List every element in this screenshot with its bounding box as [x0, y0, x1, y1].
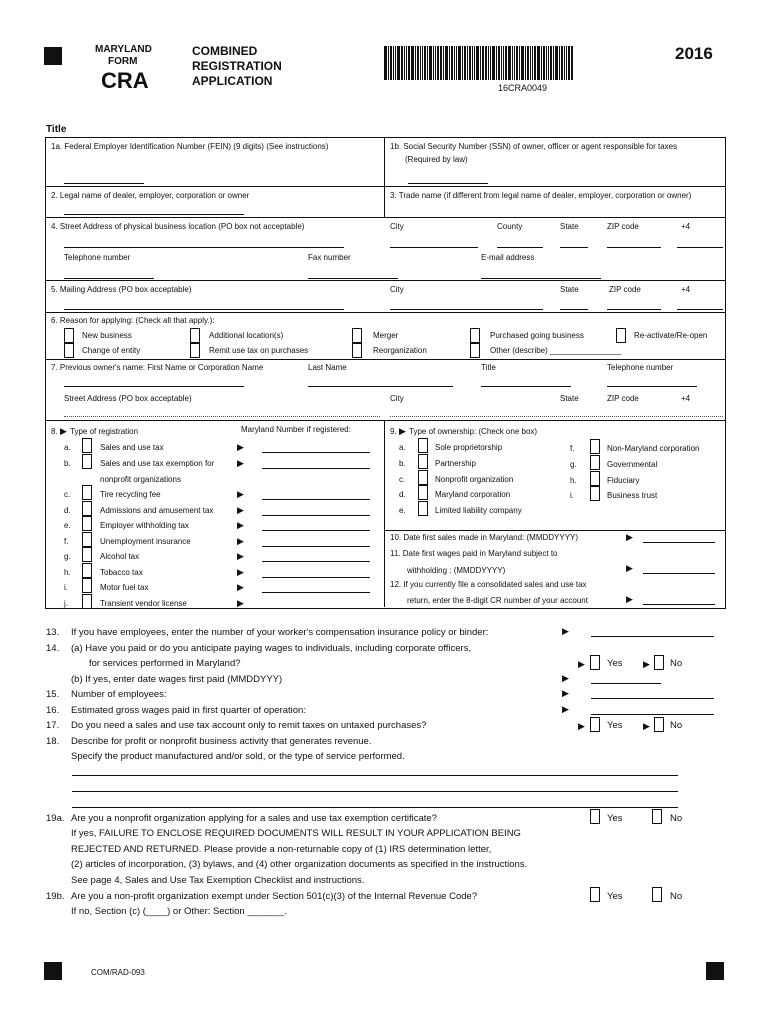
field-6-label: 6. Reason for applying: (Check all that apply.):: [51, 316, 215, 325]
ownership-checkbox[interactable]: [418, 454, 428, 469]
prev-owner-plus4-label: +4: [681, 394, 691, 403]
form-code-footer: COM/RAD-093: [91, 968, 145, 977]
reason-additional-locations: Additional location(s): [209, 331, 284, 340]
plus4-input[interactable]: [677, 247, 723, 248]
arrow-icon: ▶: [562, 673, 569, 683]
prev-owner-last-input[interactable]: [308, 386, 453, 387]
q14-no-label: No: [670, 658, 683, 669]
arrow-icon: ▶: [237, 582, 244, 592]
q19b-number: 19b.: [46, 891, 65, 902]
street-address-input[interactable]: [64, 247, 344, 248]
arrow-icon: ▶: [237, 567, 244, 577]
field-4-label: 4. Street Address of physical business location (PO box not acceptable): [51, 222, 305, 231]
reg-type-checkbox[interactable]: [82, 547, 92, 562]
mailing-zip-input[interactable]: [607, 309, 661, 310]
md-number-input[interactable]: [262, 577, 370, 578]
field-7-title: Title: [481, 363, 496, 372]
reg-type-label: Admissions and amusement tax: [100, 506, 214, 515]
wages-first-paid-input[interactable]: [591, 683, 661, 684]
reg-type-letter: b.: [64, 459, 71, 468]
reg-type-label: Transient vendor license: [100, 599, 187, 608]
field-9-number: 9.: [390, 427, 397, 436]
reg-type-checkbox[interactable]: [82, 501, 92, 516]
ownership-letter: e.: [399, 506, 406, 515]
q16-text: Estimated gross wages paid in first quarter of operation:: [71, 705, 306, 716]
q14-number: 14.: [46, 643, 60, 654]
checkbox-change-entity[interactable]: [64, 343, 74, 358]
reg-type-checkbox[interactable]: [82, 532, 92, 547]
gross-wages-input[interactable]: [591, 714, 714, 715]
ssn-input[interactable]: [408, 183, 488, 184]
telephone-label: Telephone number: [64, 253, 131, 262]
q19a-line-4: See page 4, Sales and Use Tax Exemption Checklist and instructions.: [71, 875, 365, 886]
ownership-checkbox[interactable]: [418, 501, 428, 516]
mailing-state-input[interactable]: [560, 309, 588, 310]
telephone-input[interactable]: [64, 278, 154, 279]
ownership-letter: g.: [570, 460, 577, 469]
reg-type-checkbox[interactable]: [82, 594, 92, 609]
field-5-zip-label: ZIP code: [609, 285, 641, 294]
arrow-icon: ▶: [562, 704, 569, 714]
q19a-no-checkbox[interactable]: [652, 809, 662, 824]
md-number-input[interactable]: [262, 452, 370, 453]
first-sales-date-input[interactable]: [643, 542, 715, 543]
q17-no-checkbox[interactable]: [654, 717, 664, 732]
arrow-icon: ▶: [643, 659, 650, 669]
arrow-icon: ▶: [237, 551, 244, 561]
field-9-label: Type of ownership: (Check one box): [409, 427, 538, 436]
field-2-label: 2. Legal name of dealer, employer, corporation or owner: [51, 191, 250, 200]
ownership-letter: h.: [570, 476, 577, 485]
mailing-city-input[interactable]: [390, 309, 543, 310]
field-10-label: 10. Date first sales made in Maryland: (MMDDYYYY): [390, 533, 579, 542]
reg-type-letter: h.: [64, 568, 71, 577]
q14a-text: (a) Have you paid or do you anticipate paying wages to individuals, including corporate officers,: [71, 643, 472, 654]
arrow-icon: ▶: [562, 688, 569, 698]
field-12-label-2: return, enter the 8-digit CR number of your account: [407, 596, 588, 605]
checkbox-reactivate[interactable]: [616, 328, 626, 343]
reg-type-checkbox[interactable]: [82, 578, 92, 593]
registration-mark-bottom-left: [44, 962, 62, 980]
reg-type-label: nonprofit organizations: [100, 475, 181, 484]
reg-type-label: Unemployment insurance: [100, 537, 191, 546]
q15-text: Number of employees:: [71, 689, 167, 700]
checkbox-other[interactable]: [470, 343, 480, 358]
barcode-image: [384, 44, 652, 80]
barcode-text: 16CRA0049: [498, 83, 548, 93]
md-number-input[interactable]: [262, 468, 370, 469]
prev-owner-state-label: State: [560, 394, 579, 403]
q19b-yes-checkbox[interactable]: [590, 887, 600, 902]
field-11-label-1: 11. Date first wages paid in Maryland subject to: [390, 549, 558, 558]
reg-type-checkbox[interactable]: [82, 454, 92, 469]
q19b-no-checkbox[interactable]: [652, 887, 662, 902]
title-line3: APPLICATION: [192, 74, 273, 88]
arrow-icon: ▶: [578, 721, 585, 731]
reg-type-checkbox[interactable]: [82, 438, 92, 453]
reason-purchased-going: Purchased going business: [490, 331, 584, 340]
workers-comp-input[interactable]: [591, 636, 714, 637]
arrow-icon: ▶: [237, 505, 244, 515]
prev-owner-zip-label: ZIP code: [607, 394, 639, 403]
arrow-icon: ▶: [562, 626, 569, 636]
q17-number: 17.: [46, 720, 60, 731]
arrow-icon: ▶: [643, 721, 650, 731]
legal-name-input[interactable]: [64, 214, 244, 215]
q14-yes-label: Yes: [607, 658, 623, 669]
arrow-icon: ▶: [237, 520, 244, 530]
ownership-checkbox[interactable]: [418, 470, 428, 485]
mailing-plus4-input[interactable]: [677, 309, 723, 310]
form-word: FORM: [108, 56, 138, 67]
ownership-label: Business trust: [607, 491, 658, 500]
q17-yes-checkbox[interactable]: [590, 717, 600, 732]
q19b-line-1[interactable]: If no, Section (c) (____) or Other: Section _______.: [71, 906, 287, 917]
checkbox-additional-locations[interactable]: [190, 328, 200, 343]
q19a-line-3: (2) articles of incorporation, (3) bylaws, and (4) other organization documents as specified in the instructions.: [71, 859, 528, 870]
reg-type-checkbox[interactable]: [82, 485, 92, 500]
arrow-icon: ▶: [578, 659, 585, 669]
field-4-zip-label: ZIP code: [607, 222, 639, 231]
arrow-icon: ▶: [399, 426, 406, 436]
field-8-number: 8.: [51, 427, 58, 436]
form-code: CRA: [101, 68, 149, 93]
md-number-input[interactable]: [262, 499, 370, 500]
ownership-label: Limited liability company: [435, 506, 522, 515]
q19a-line-1: If yes, FAILURE TO ENCLOSE REQUIRED DOCUMENTS WILL RESULT IN YOUR APPLICATION BEING: [71, 828, 521, 839]
field-12-label-1: 12. If you currently file a consolidated sales and use tax: [390, 580, 587, 589]
reg-type-checkbox[interactable]: [82, 516, 92, 531]
ownership-checkbox[interactable]: [590, 471, 600, 486]
field-1a-label: 1a. Federal Employer Identification Number (FEIN) (9 digits) (See instructions): [51, 142, 329, 151]
arrow-icon: ▶: [626, 532, 633, 542]
q14a-text-2: for services performed in Maryland?: [89, 658, 241, 669]
ownership-letter: d.: [399, 490, 406, 499]
cr-number-input[interactable]: [643, 604, 715, 605]
prev-owner-city-label: City: [390, 394, 404, 403]
reg-type-letter: f.: [64, 537, 69, 546]
q17-text: Do you need a sales and use tax account only to remit taxes on untaxed purchases?: [71, 720, 427, 731]
ownership-checkbox[interactable]: [590, 486, 600, 501]
md-number-input[interactable]: [262, 608, 370, 609]
field-7-last-name: Last Name: [308, 363, 347, 372]
ownership-checkbox[interactable]: [590, 455, 600, 470]
ownership-checkbox[interactable]: [418, 485, 428, 500]
arrow-icon: ▶: [237, 458, 244, 468]
ownership-label: Non-Maryland corporation: [607, 444, 700, 453]
mailing-address-input[interactable]: [64, 309, 344, 310]
title-line2: REGISTRATION: [192, 59, 282, 73]
field-4-county-label: County: [497, 222, 523, 231]
reg-type-letter: d.: [64, 506, 71, 515]
registration-mark-top-left: [44, 47, 62, 65]
title-line1: COMBINED: [192, 44, 258, 58]
checkbox-remit-use-tax[interactable]: [190, 343, 200, 358]
reason-remit-use-tax: Remit use tax on purchases: [209, 346, 309, 355]
reg-type-label: Employer withholding tax: [100, 521, 189, 530]
q16-number: 16.: [46, 705, 60, 716]
q13-number: 13.: [46, 627, 60, 638]
reg-type-label: Tobacco tax: [100, 568, 143, 577]
reg-type-letter: g.: [64, 552, 71, 561]
q18-number: 18.: [46, 736, 60, 747]
reg-type-label: Motor fuel tax: [100, 583, 149, 592]
q17-yes-label: Yes: [607, 720, 623, 731]
q19b-text: Are you a non-profit organization exempt under Section 501(c)(3) of the Internal Revenue Code?: [71, 891, 478, 902]
reg-type-letter: c.: [64, 490, 71, 499]
q18-text: Describe for profit or nonprofit business activity that generates revenue.: [71, 736, 372, 747]
reason-reorganization: Reorganization: [373, 346, 427, 355]
reg-type-label: Sales and use tax: [100, 443, 164, 452]
activity-line-1[interactable]: [72, 775, 678, 776]
field-4-city-label: City: [390, 222, 404, 231]
field-5-plus4-label: +4: [681, 285, 691, 294]
field-3-label: 3. Trade name (if different from legal name of dealer, employer, corporation or owner): [390, 191, 692, 200]
q17-no-label: No: [670, 720, 683, 731]
md-number-label: Maryland Number if registered:: [241, 425, 351, 434]
q15-number: 15.: [46, 689, 60, 700]
email-label: E-mail address: [481, 253, 535, 262]
county-input[interactable]: [497, 247, 543, 248]
reg-type-letter: a.: [64, 443, 71, 452]
ownership-letter: f.: [570, 444, 575, 453]
form-year: 2016: [675, 44, 713, 63]
activity-line-2[interactable]: [72, 791, 678, 792]
prev-owner-first-input[interactable]: [64, 386, 244, 387]
ownership-letter: i.: [570, 491, 574, 500]
q19a-no-label: No: [670, 813, 683, 824]
checkbox-purchased-going[interactable]: [470, 328, 480, 343]
zip-input[interactable]: [607, 247, 661, 248]
fein-input[interactable]: [64, 183, 144, 184]
q14-yes-checkbox[interactable]: [590, 655, 600, 670]
ownership-label: Maryland corporation: [435, 490, 511, 499]
first-wages-date-input[interactable]: [643, 573, 715, 574]
reason-reactivate: Re-activate/Re-open: [634, 331, 708, 340]
prev-owner-street-label: Street Address (PO box acceptable): [64, 394, 192, 403]
prev-owner-phone-input[interactable]: [607, 386, 697, 387]
email-input[interactable]: [481, 278, 601, 279]
ownership-letter: c.: [399, 475, 406, 484]
field-4-plus4-label: +4: [681, 222, 691, 231]
field-5-state-label: State: [560, 285, 579, 294]
arrow-icon: ▶: [626, 594, 633, 604]
reg-type-label: Sales and use tax exemption for: [100, 459, 215, 468]
field-5-label: 5. Mailing Address (PO box acceptable): [51, 285, 192, 294]
fax-input[interactable]: [308, 278, 398, 279]
q19b-no-label: No: [670, 891, 683, 902]
q19a-line-2: REJECTED AND RETURNED. Please provide a non-returnable copy of (1) IRS determination letter,: [71, 844, 492, 855]
registration-mark-bottom-right: [706, 962, 724, 980]
field-7-label: 7. Previous owner's name: First Name or Corporation Name: [51, 363, 264, 372]
ownership-letter: b.: [399, 459, 406, 468]
reg-type-checkbox[interactable]: [82, 563, 92, 578]
reason-new-business: New business: [82, 331, 132, 340]
q19a-number: 19a.: [46, 813, 65, 824]
prev-owner-title-input[interactable]: [481, 386, 571, 387]
reg-type-label: Tire recycling fee: [100, 490, 161, 499]
md-number-input[interactable]: [262, 592, 370, 593]
reason-merger: Merger: [373, 331, 399, 340]
checkbox-reorganization[interactable]: [352, 343, 362, 358]
ownership-label: Nonprofit organization: [435, 475, 514, 484]
state-input[interactable]: [560, 247, 588, 248]
md-number-input[interactable]: [262, 515, 370, 516]
arrow-icon: ▶: [237, 598, 244, 608]
arrow-icon: ▶: [60, 426, 67, 436]
ownership-label: Fiduciary: [607, 476, 640, 485]
field-1b-sub: (Required by law): [405, 155, 468, 164]
ownership-label: Governmental: [607, 460, 658, 469]
fax-label: Fax number: [308, 253, 351, 262]
reg-type-letter: j.: [64, 599, 68, 608]
ownership-label: Partnership: [435, 459, 476, 468]
md-number-input[interactable]: [262, 546, 370, 547]
q19a-yes-checkbox[interactable]: [590, 809, 600, 824]
q14-no-checkbox[interactable]: [654, 655, 664, 670]
employees-count-input[interactable]: [591, 698, 714, 699]
q18-text-2: Specify the product manufactured and/or sold, or the type of service performed.: [71, 751, 405, 762]
ownership-label: Sole proprietorship: [435, 443, 503, 452]
md-number-input[interactable]: [262, 561, 370, 562]
ownership-letter: a.: [399, 443, 406, 452]
reason-change-entity: Change of entity: [82, 346, 141, 355]
reason-other[interactable]: Other (describe) ________________: [490, 346, 622, 355]
activity-line-3[interactable]: [72, 807, 678, 808]
ownership-checkbox[interactable]: [418, 438, 428, 453]
q19b-yes-label: Yes: [607, 891, 623, 902]
reg-type-label: Alcohol tax: [100, 552, 140, 561]
checkbox-new-business[interactable]: [64, 328, 74, 343]
field-5-city-label: City: [390, 285, 404, 294]
field-11-label-2: withholding : (MMDDYYYY): [407, 566, 506, 575]
state-label: MARYLAND: [95, 44, 152, 55]
checkbox-merger[interactable]: [352, 328, 362, 343]
q13-text: If you have employees, enter the number of your worker's compensation insurance policy or binder:: [71, 627, 489, 638]
reg-type-letter: e.: [64, 521, 71, 530]
field-1b-label: 1b. Social Security Number (SSN) of owner, officer or agent responsible for taxes: [390, 142, 678, 151]
section-a-title: Title: [46, 124, 67, 135]
arrow-icon: ▶: [237, 442, 244, 452]
ownership-checkbox[interactable]: [590, 439, 600, 454]
field-8-label: Type of registration: [70, 427, 139, 436]
field-7-telephone: Telephone number: [607, 363, 674, 372]
arrow-icon: ▶: [237, 536, 244, 546]
reg-type-letter: i.: [64, 583, 68, 592]
q19a-yes-label: Yes: [607, 813, 623, 824]
field-4-state-label: State: [560, 222, 579, 231]
arrow-icon: ▶: [237, 489, 244, 499]
md-number-input[interactable]: [262, 530, 370, 531]
q14b-text: (b) If yes, enter date wages first paid (MMDDYYY): [71, 674, 283, 685]
arrow-icon: ▶: [626, 563, 633, 573]
city-input[interactable]: [390, 247, 478, 248]
q19a-text: Are you a nonprofit organization applying for a sales and use tax exemption certificate?: [71, 813, 437, 824]
